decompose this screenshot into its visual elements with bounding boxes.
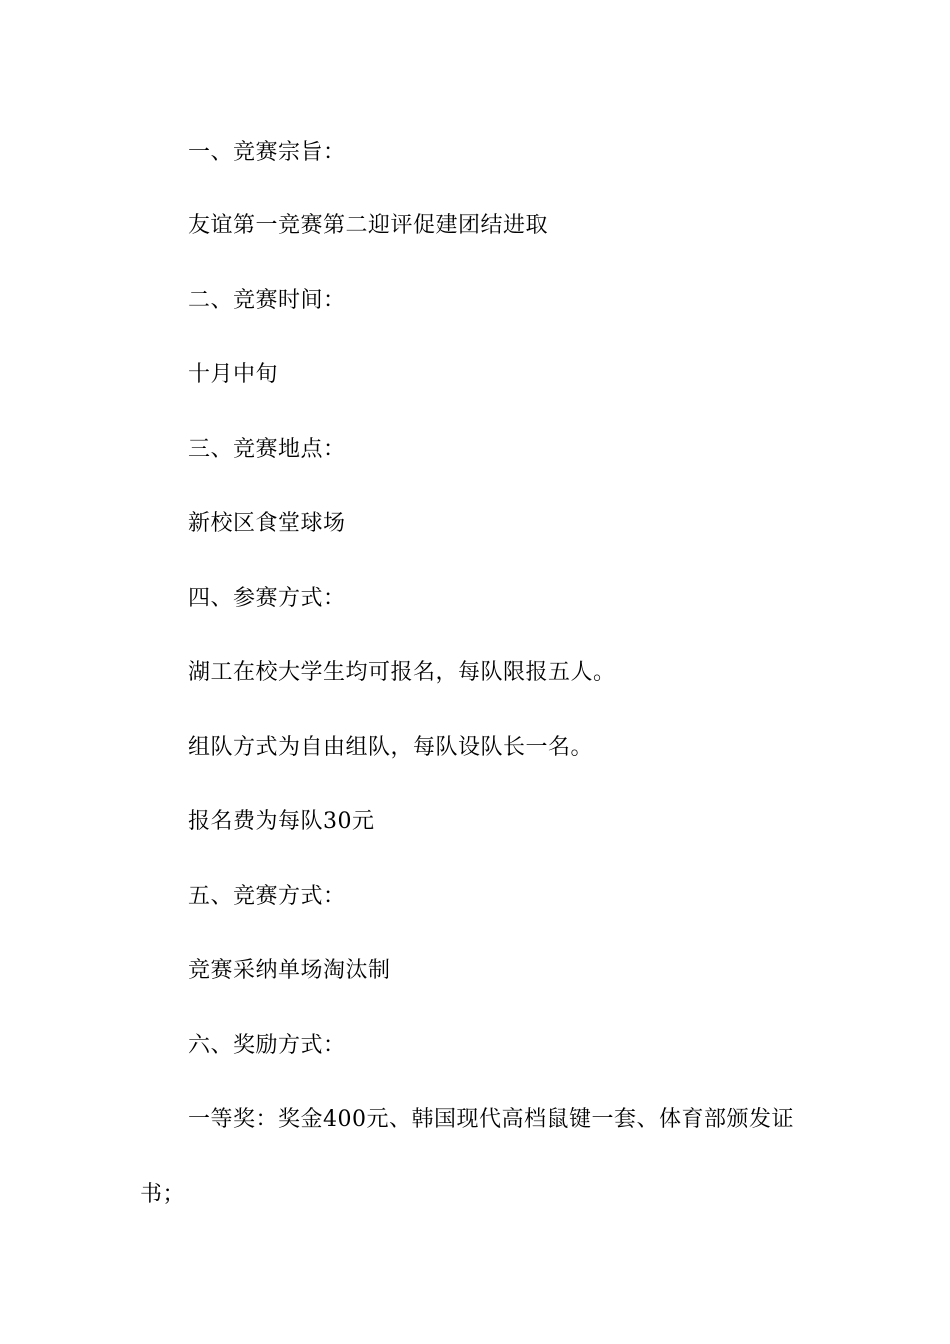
paragraph-location: 新校区食堂球场: [188, 511, 346, 536]
paragraph-first-prize-continued: 书；: [140, 1182, 186, 1207]
section-heading-format: 五、竞赛方式：: [188, 884, 346, 909]
section-heading-purpose: 一、竞赛宗旨：: [188, 140, 346, 165]
paragraph-format: 竞赛采纳单场淘汰制: [188, 958, 391, 983]
section-heading-location: 三、竞赛地点：: [188, 437, 346, 462]
paragraph-first-prize: 一等奖：奖金400元、韩国现代高档鼠键一套、体育部颁发证: [188, 1107, 794, 1132]
section-heading-awards: 六、奖励方式：: [188, 1033, 346, 1058]
paragraph-purpose: 友谊第一竞赛第二迎评促建团结进取: [188, 213, 549, 238]
paragraph-fee: 报名费为每队30元: [188, 809, 375, 834]
section-heading-time: 二、竞赛时间：: [188, 288, 346, 313]
section-heading-participation: 四、参赛方式：: [188, 586, 346, 611]
paragraph-team-formation: 组队方式为自由组队，每队设队长一名。: [188, 735, 594, 760]
paragraph-time: 十月中旬: [188, 362, 279, 387]
paragraph-eligibility: 湖工在校大学生均可报名，每队限报五人。: [188, 660, 616, 685]
